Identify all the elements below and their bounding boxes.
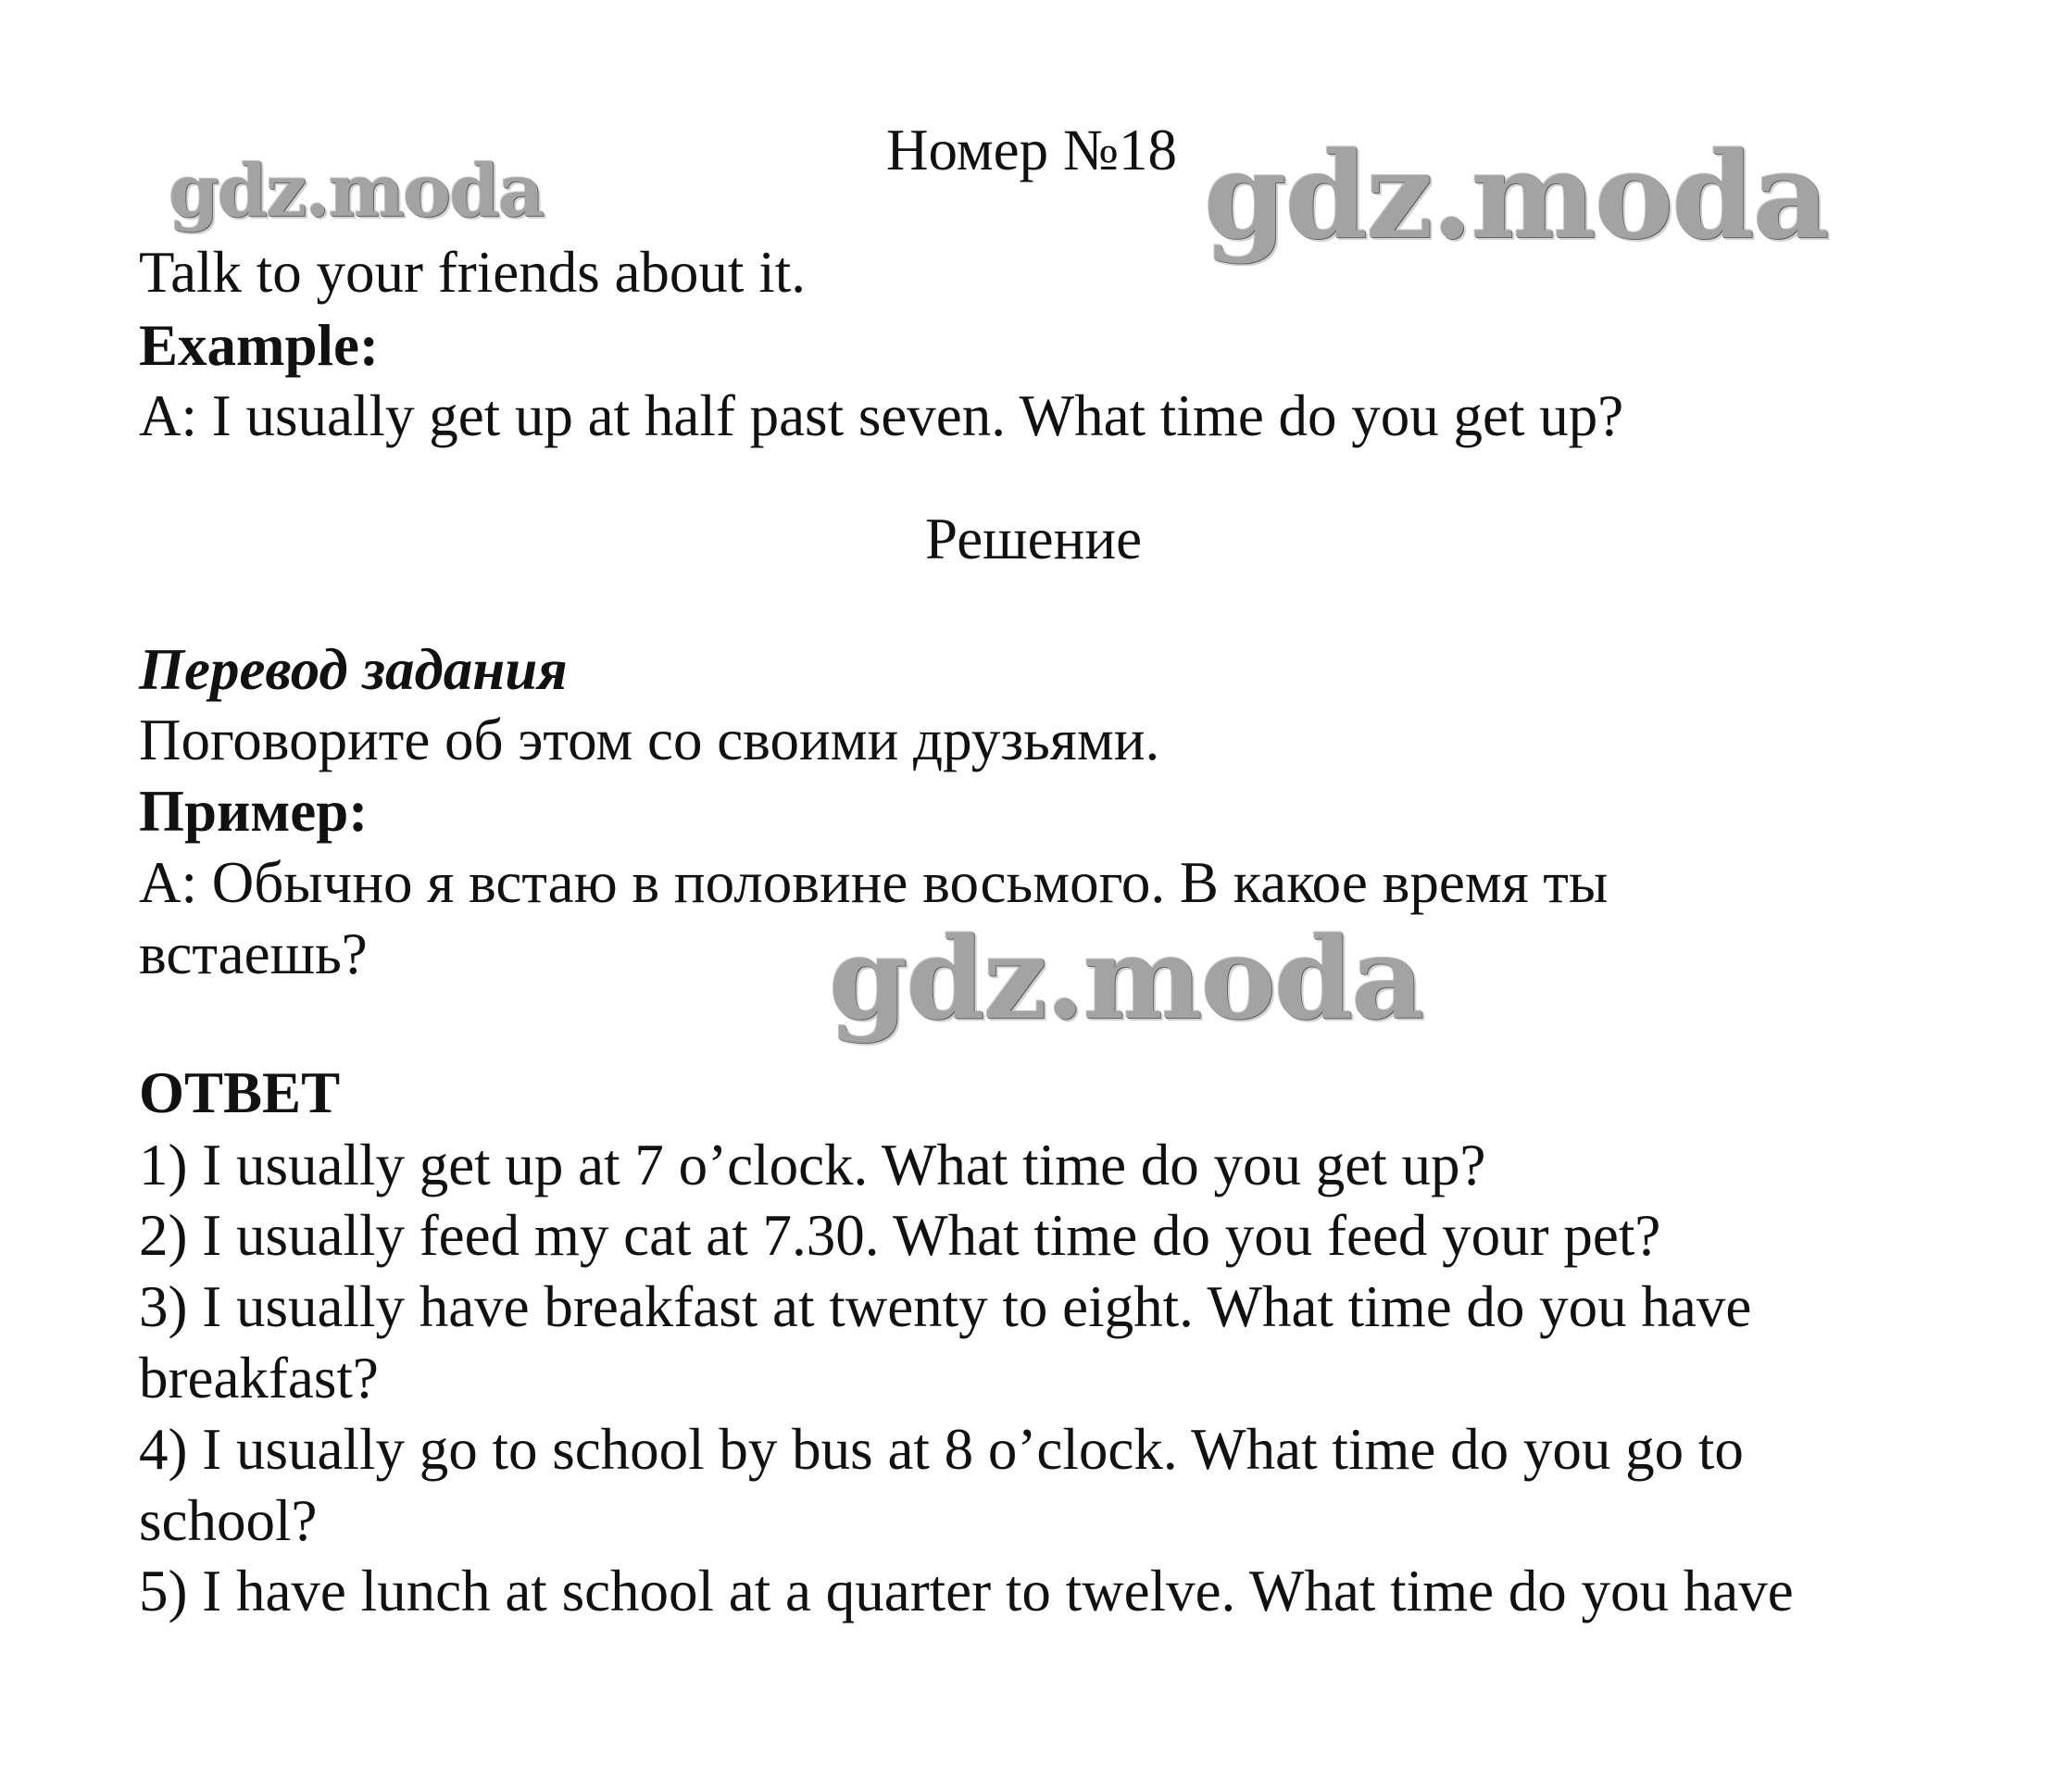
answer-line-1: 1) I usually get up at 7 o’clock. What time do you get up? <box>139 1133 1486 1197</box>
answer-line-5: 5) I have lunch at school at a quarter to twelve. What time do you have <box>139 1559 1794 1623</box>
solution-heading: Решение <box>925 507 1143 571</box>
answer-line-4: 4) I usually go to school by bus at 8 o’clock. What time do you go to <box>139 1417 1744 1482</box>
translation-example-line-2: встаешь? <box>139 921 368 986</box>
answer-line-4-cont: school? <box>139 1488 318 1553</box>
page-title: Номер №18 <box>886 118 1177 182</box>
translation-heading: Перевод задания <box>139 637 568 702</box>
answer-line-2: 2) I usually feed my cat at 7.30. What time do you feed your pet? <box>139 1203 1661 1268</box>
translation-example-label: Пример: <box>139 779 369 844</box>
task-instruction: Talk to your friends about it. <box>139 240 806 305</box>
watermark-logo-middle: gdz.moda <box>829 911 1423 1045</box>
answer-heading: ОТВЕТ <box>139 1060 341 1125</box>
translation-text: Поговорите об этом со своими друзьями. <box>139 708 1160 772</box>
example-label: Example: <box>139 313 379 378</box>
translation-example-line-1: А: Обычно я встаю в половине восьмого. В какое время ты <box>139 850 1609 915</box>
watermark-logo-top-right: gdz.moda <box>1204 127 1828 266</box>
example-text: A: I usually get up at half past seven. What time do you get up? <box>139 383 1624 448</box>
watermark-logo-top-left: gdz.moda <box>169 149 544 233</box>
answer-line-3: 3) I usually have breakfast at twenty to eight. What time do you have <box>139 1274 1752 1339</box>
answer-line-3-cont: breakfast? <box>139 1346 379 1410</box>
